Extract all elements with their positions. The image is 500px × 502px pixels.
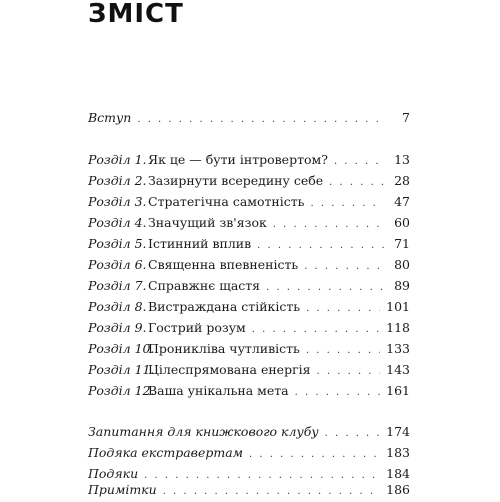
chapter-label: Розділ 4. [88, 215, 147, 230]
chapter-title: Ваша унікальна мета [148, 383, 289, 398]
dot-leader [306, 341, 380, 361]
toc-entry-chapter-9 [88, 318, 410, 338]
page-number: 47 [394, 194, 410, 209]
entry-label: Запитання для книжкового клубу [88, 424, 319, 439]
page-number: 118 [386, 320, 410, 335]
chapter-title: Зазирнути всередину себе [148, 173, 324, 188]
toc-entry-extrovert-thanks [88, 443, 410, 463]
page-number: 89 [394, 278, 410, 293]
toc-entry-chapter-7 [88, 276, 410, 296]
chapter-label: Розділ 9. [88, 320, 147, 335]
page-number: 143 [386, 362, 410, 377]
page-number: 184 [386, 466, 410, 481]
toc-entry-chapter-1 [88, 150, 410, 170]
toc-entry-chapter-2 [88, 171, 410, 191]
page-number: 71 [394, 236, 410, 251]
dot-leader [163, 482, 380, 502]
dot-leader [329, 173, 384, 193]
chapter-label: Розділ 6. [88, 257, 147, 272]
page-number: 80 [394, 257, 410, 272]
dot-leader [304, 257, 384, 277]
toc-entry-book-club [88, 422, 410, 442]
dot-leader [137, 110, 384, 130]
page-number: 7 [402, 110, 410, 125]
dot-leader [317, 362, 381, 382]
toc-entry-chapter-12 [88, 381, 410, 401]
chapter-label: Розділ 7. [88, 278, 147, 293]
toc-entry-chapter-11 [88, 360, 410, 380]
dot-leader [310, 194, 384, 214]
page-number: 183 [386, 445, 410, 460]
toc-entry-notes [88, 480, 410, 500]
chapter-title: Вистраждана стійкість [148, 299, 301, 314]
page-number: 13 [394, 152, 410, 167]
chapter-title: Справжнє щастя [148, 278, 261, 293]
toc-entry-chapter-5 [88, 234, 410, 254]
page-number: 101 [386, 299, 410, 314]
toc-entry-chapter-10 [88, 339, 410, 359]
chapter-label: Розділ 5. [88, 236, 147, 251]
page-number: 133 [386, 341, 410, 356]
chapter-label: Розділ 2. [88, 173, 147, 188]
page-number: 174 [386, 424, 410, 439]
dot-leader [295, 383, 381, 403]
dot-leader [249, 445, 380, 465]
chapter-title: Значущий зв'язок [148, 215, 267, 230]
chapter-title: Істинний вплив [148, 236, 252, 251]
toc-entry-chapter-8 [88, 297, 410, 317]
page-number: 60 [394, 215, 410, 230]
chapter-label: Розділ 11. [88, 362, 155, 377]
page-number: 28 [394, 173, 410, 188]
chapter-label: Розділ 10. [88, 341, 155, 356]
page-number: 186 [386, 482, 410, 497]
dot-leader [252, 320, 380, 340]
chapter-label: Розділ 8. [88, 299, 147, 314]
chapter-title: Як це — бути інтровертом? [148, 152, 328, 167]
chapter-label: Розділ 12. [88, 383, 155, 398]
dot-leader [334, 152, 384, 172]
entry-label: Примітки [88, 482, 157, 497]
page-number: 161 [386, 383, 410, 398]
entry-label: Вступ [88, 110, 132, 125]
dot-leader [306, 299, 380, 319]
toc-entry-chapter-4 [88, 213, 410, 233]
chapter-label: Розділ 3. [88, 194, 147, 209]
dot-leader [257, 236, 384, 256]
dot-leader [325, 424, 381, 444]
chapter-title: Гострий розум [148, 320, 246, 335]
entry-label: Подяка екстравертам [88, 445, 244, 460]
entry-label: Подяки [88, 466, 139, 481]
chapter-label: Розділ 1. [88, 152, 147, 167]
dot-leader [273, 215, 384, 235]
toc-entry-chapter-3 [88, 192, 410, 212]
chapter-title: Проникліва чутливість [148, 341, 300, 356]
chapter-title: Стратегічна самотність [148, 194, 305, 209]
chapter-title: Священна впевненість [148, 257, 299, 272]
dot-leader [266, 278, 384, 298]
toc-entry-chapter-6 [88, 255, 410, 275]
page-title: ЗМІСТ [88, 0, 184, 29]
toc-entry-intro [88, 108, 410, 128]
chapter-title: Цілеспрямована енергія [148, 362, 311, 377]
